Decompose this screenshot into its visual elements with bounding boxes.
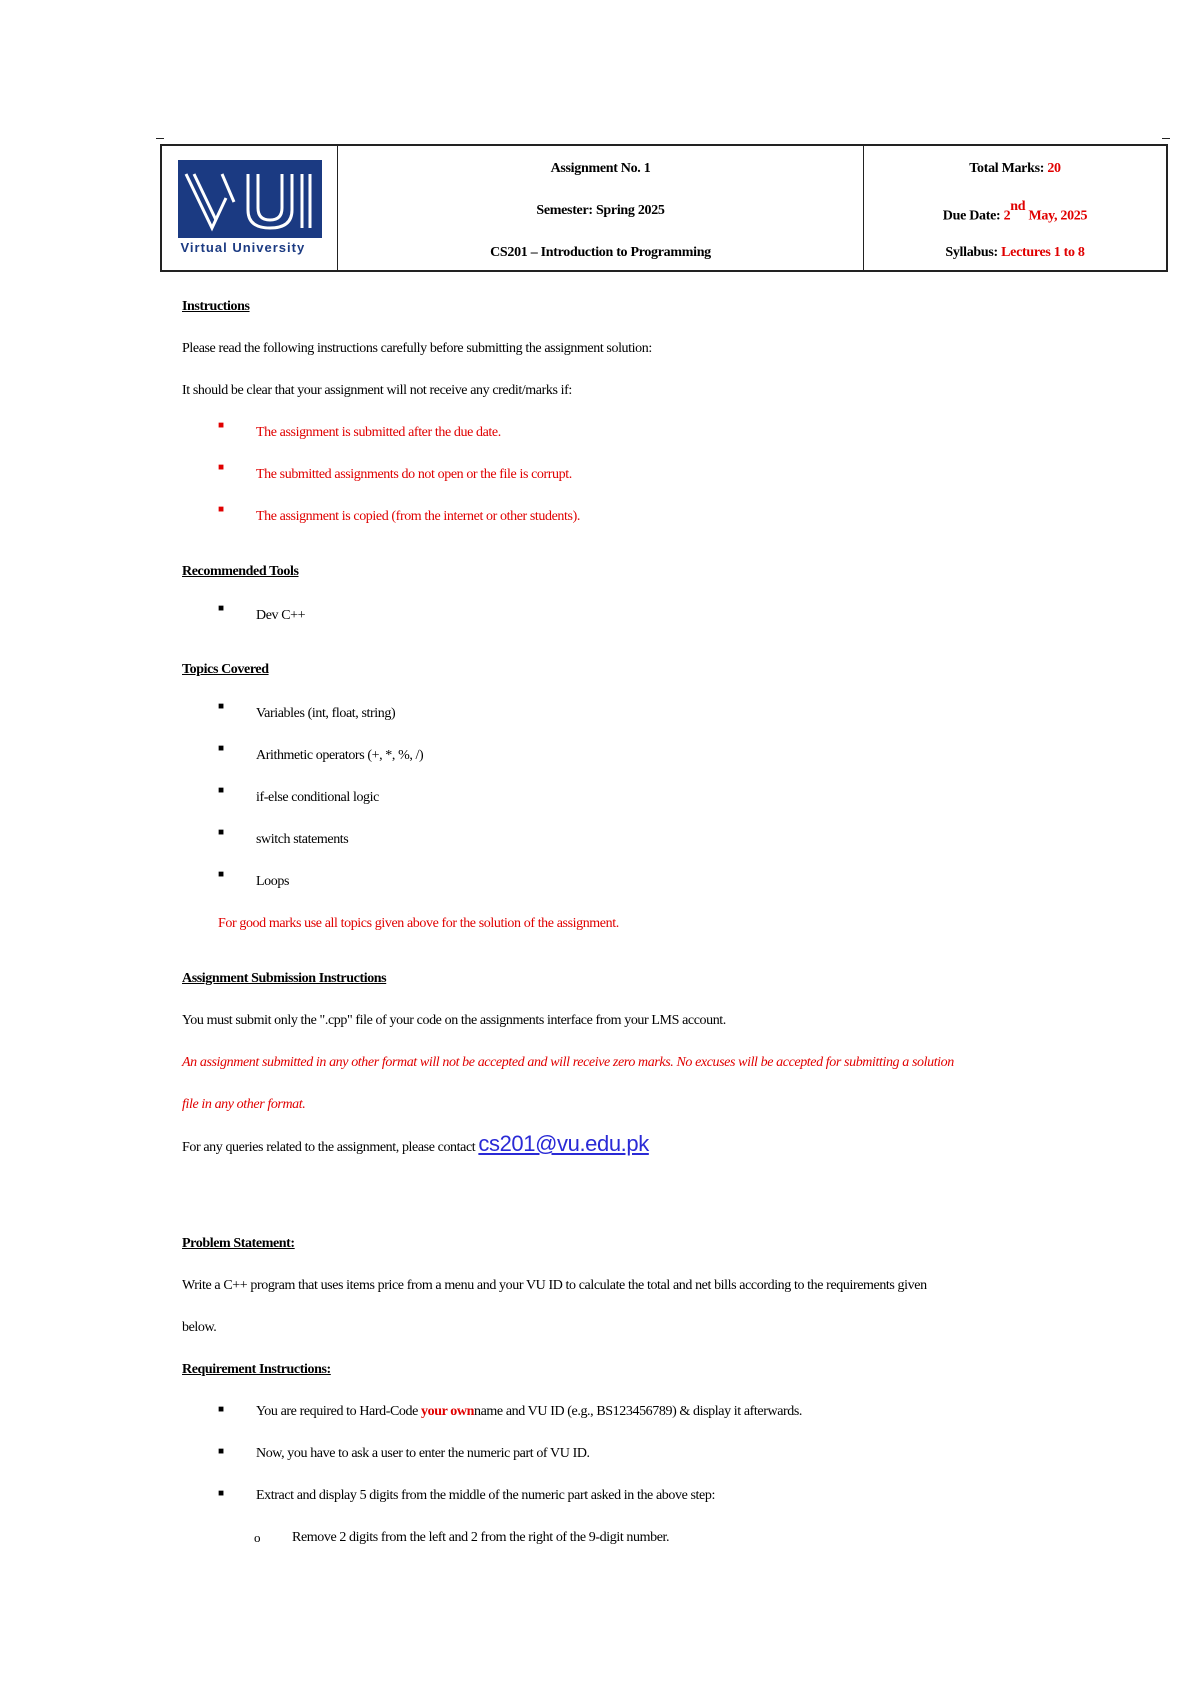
list-item: Loops [256, 874, 290, 889]
logo-cell [162, 146, 338, 270]
bullet-icon: ■ [218, 603, 225, 614]
contact-line [182, 1131, 649, 1157]
submission-warning: An assignment submitted in any other format will not be accepted and will receive zero marks. No excuses will be accepted for submitting a solution [182, 1055, 954, 1070]
bullet-icon: ■ [218, 1404, 225, 1415]
header-table [160, 144, 1168, 272]
problem-text-continued: below. [182, 1320, 217, 1335]
circle-bullet-icon: o [254, 1530, 261, 1545]
list-item: switch statements [256, 832, 349, 847]
submission-heading: Assignment Submission Instructions [182, 971, 387, 986]
bullet-icon: ■ [218, 462, 225, 473]
submission-line: You must submit only the ".cpp" file of your code on the assignments interface from your LMS account. [182, 1013, 726, 1028]
list-item: You are required to Hard-Code your ownname and VU ID (e.g., BS123456789) & display it afterwards. [256, 1404, 803, 1419]
due-date: Due Date: 2nd May, 2025 [942, 199, 1088, 224]
list-item: The submitted assignments do not open or the file is corrupt. [256, 467, 572, 482]
no-credit-text: It should be clear that your assignment will not receive any credit/marks if: [182, 383, 572, 398]
bullet-icon: ■ [218, 1446, 225, 1457]
bullet-icon: ■ [218, 743, 225, 754]
list-item: Extract and display 5 digits from the middle of the numeric part asked in the above step: [256, 1488, 715, 1503]
vu-logo [178, 160, 322, 256]
problem-heading: Problem Statement: [182, 1236, 295, 1251]
list-item: Variables (int, float, string) [256, 706, 396, 721]
topics-note: For good marks use all topics given above for the solution of the assignment. [218, 916, 619, 931]
semester: Semester: Spring 2025 [536, 203, 665, 218]
bullet-icon: ■ [218, 701, 225, 712]
list-item: The assignment is submitted after the due date. [256, 425, 501, 440]
vu-logo-letters-icon [178, 162, 322, 236]
instructions-intro: Please read the following instructions carefully before submitting the assignment solution: [182, 341, 652, 356]
assignment-number: Assignment No. 1 [550, 161, 651, 176]
sub-list-item: Remove 2 digits from the left and 2 from the right of the 9-digit number. [292, 1530, 670, 1545]
requirements-heading: Requirement Instructions: [182, 1362, 331, 1377]
tools-heading: Recommended Tools [182, 564, 299, 579]
bullet-icon: ■ [218, 869, 225, 880]
bullet-icon: ■ [218, 420, 225, 431]
contact-text: For any queries related to the assignment, please contact [182, 1140, 476, 1155]
bullet-icon: ■ [218, 785, 225, 796]
problem-text: Write a C++ program that uses items price from a menu and your VU ID to calculate the total and net bills according to the requirements given [182, 1278, 927, 1293]
bullet-icon: ■ [218, 827, 225, 838]
bullet-icon: ■ [218, 1488, 225, 1499]
list-item: Arithmetic operators (+, *, %, /) [256, 748, 424, 763]
submission-warning-continued: file in any other format. [182, 1097, 306, 1112]
list-item: The assignment is copied (from the internet or other students). [256, 509, 580, 524]
list-item: Now, you have to ask a user to enter the numeric part of VU ID. [256, 1446, 590, 1461]
syllabus: Syllabus: Lectures 1 to 8 [945, 245, 1085, 260]
course-title: CS201 – Introduction to Programming [490, 245, 711, 260]
course-info-cell [338, 146, 864, 270]
total-marks: Total Marks: 20 [969, 161, 1061, 176]
instructions-heading: Instructions [182, 299, 250, 314]
list-item: Dev C++ [256, 608, 306, 623]
list-item: if-else conditional logic [256, 790, 379, 805]
topics-heading: Topics Covered [182, 662, 269, 677]
logo-caption: Virtual University [180, 240, 306, 255]
marks-info-cell [864, 146, 1166, 270]
contact-email-link[interactable]: cs201@vu.edu.pk [478, 1131, 649, 1156]
bullet-icon: ■ [218, 504, 225, 515]
